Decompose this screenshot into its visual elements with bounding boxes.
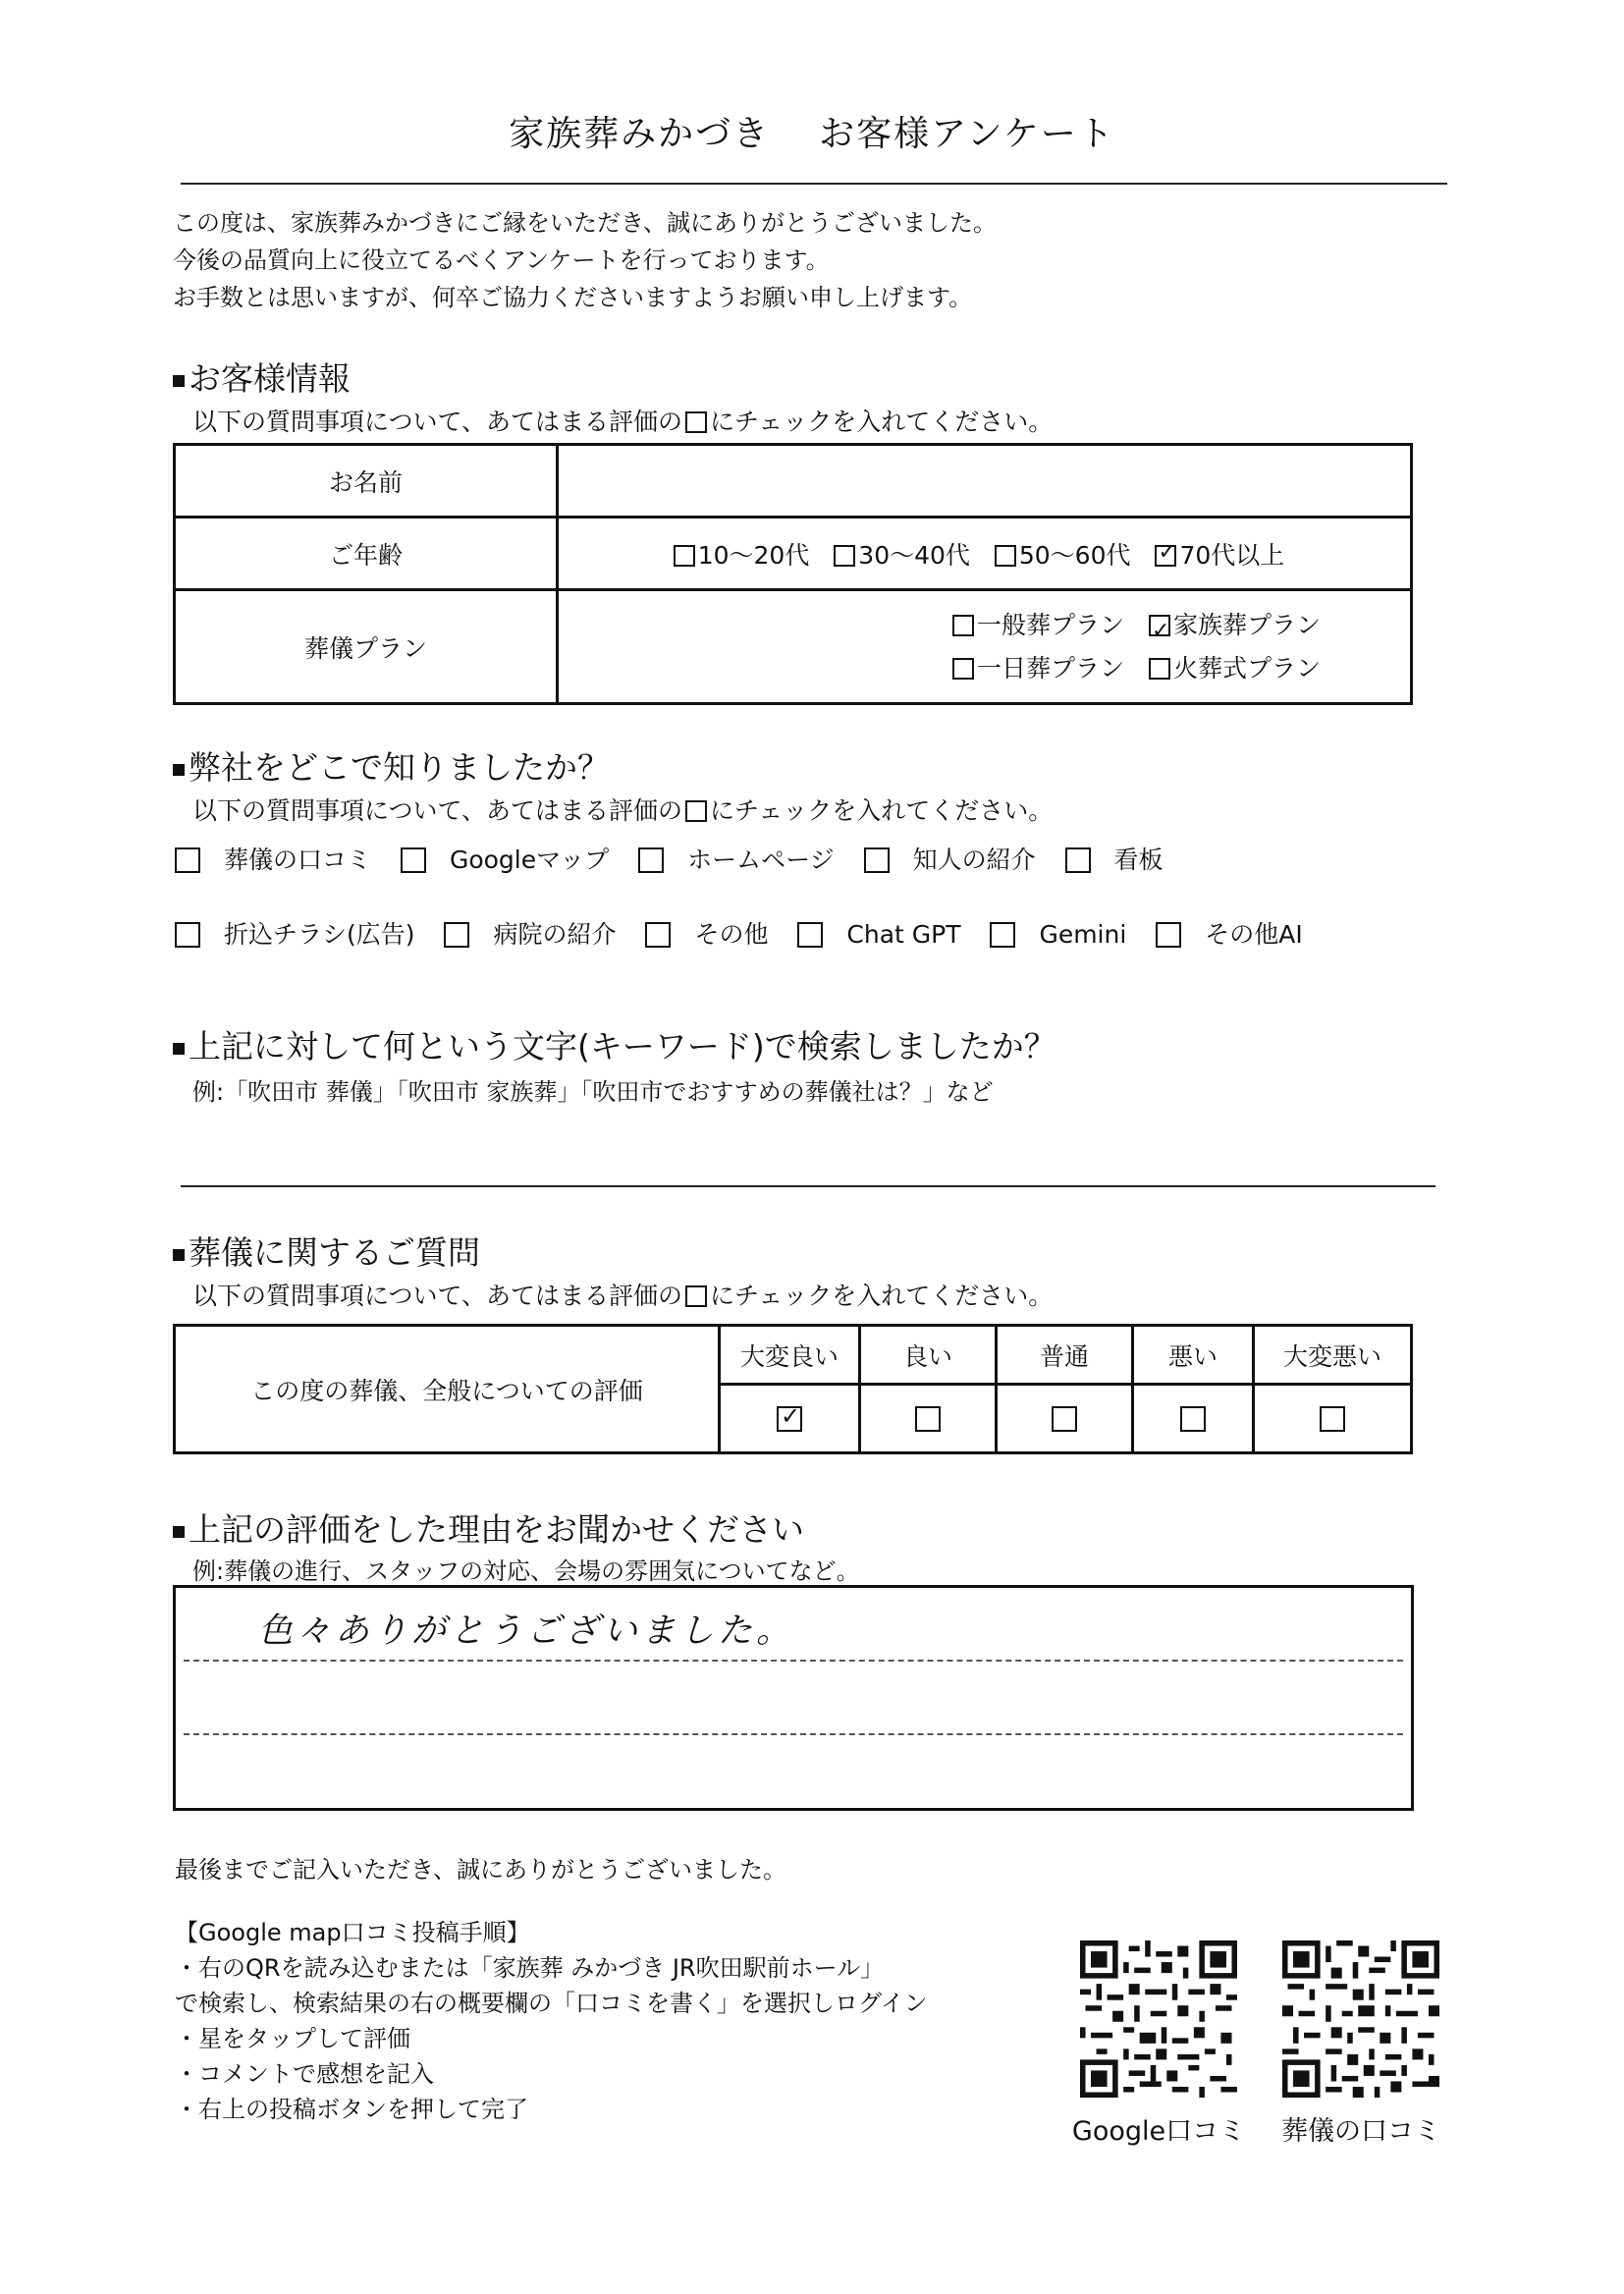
- age-checkbox[interactable]: [674, 545, 695, 567]
- source-checkbox[interactable]: [1065, 847, 1091, 873]
- source-checkbox[interactable]: [175, 847, 200, 873]
- source-checkbox[interactable]: [401, 847, 426, 873]
- source-checkbox[interactable]: [864, 847, 890, 873]
- footer-steps: [175, 1915, 928, 2127]
- plan-label: 葬儀プラン: [175, 590, 558, 704]
- source-option-gemini[interactable]: Gemini: [990, 920, 1126, 949]
- source-option-hospital[interactable]: 病院の紹介: [444, 915, 616, 951]
- source-option-flyer[interactable]: 折込チラシ(広告): [175, 915, 415, 951]
- intro-line-2: 今後の品質向上に役立てるべくアンケートを行っております。: [173, 246, 830, 274]
- customer-info-table: [173, 443, 1413, 705]
- source-checkbox[interactable]: [645, 922, 671, 948]
- rating-checkbox[interactable]: [1320, 1406, 1345, 1432]
- source-option-signboard[interactable]: 看板: [1065, 841, 1164, 876]
- step-line-2: で検索し、検索結果の右の概要欄の「口コミを書く」を選択しログイン: [175, 1990, 928, 2017]
- age-checkbox[interactable]: [995, 545, 1016, 567]
- step-line-1: ・右のQRを読み込むまたは「家族葬 みかづき JR吹田駅前ホール」: [175, 1954, 885, 1982]
- source-option-other-ai[interactable]: その他AI: [1156, 915, 1302, 951]
- source-checkbox[interactable]: [444, 922, 469, 948]
- source-heading: 弊社をどこで知りましたか？: [173, 742, 610, 789]
- source-option-referral[interactable]: 知人の紹介: [864, 841, 1036, 876]
- source-instruction: 以下の質問事項について、あてはまる評価の にチェックを入れてください。: [192, 796, 1054, 825]
- reason-example: 例:葬儀の進行、スタッフの対応、会場の雰囲気についてなど。: [192, 1557, 860, 1585]
- rating-question: この度の葬儀、全般についての評価: [175, 1326, 720, 1453]
- source-checkbox[interactable]: [990, 922, 1015, 948]
- age-checkbox[interactable]: [834, 545, 855, 567]
- google-review-qr-label: Google口コミ: [1071, 2116, 1246, 2147]
- rating-checkbox[interactable]: [915, 1406, 941, 1432]
- rating-cell-average: [997, 1385, 1133, 1453]
- plan-checkbox[interactable]: [1149, 658, 1170, 680]
- age-options: [558, 518, 1412, 590]
- intro-text: [173, 204, 997, 316]
- age-checkbox-checked[interactable]: [1155, 545, 1176, 567]
- source-option-chatgpt[interactable]: Chat GPT: [797, 920, 960, 949]
- keyword-heading: 上記に対して何という文字(キーワード)で検索しましたか？: [173, 1021, 1056, 1067]
- funeral-rating-table: [173, 1324, 1413, 1454]
- age-option-30-40[interactable]: 30〜40代: [831, 536, 970, 572]
- reason-comment-box[interactable]: [173, 1585, 1414, 1811]
- rating-cell-very-bad: [1254, 1385, 1412, 1453]
- footer-thanks: 最後までご記入いただき、誠にありがとうございました。: [175, 1856, 787, 1884]
- step-line-4: ・コメントで感想を記入: [175, 2060, 434, 2088]
- source-row-2: [175, 915, 1325, 951]
- rating-cell-very-good: [720, 1385, 860, 1453]
- title-survey: お客様アンケート: [819, 114, 1115, 154]
- intro-line-1: この度は、家族葬みかづきにご縁をいただき、誠にありがとうございました。: [173, 209, 998, 237]
- google-review-qr-code[interactable]: [1080, 1940, 1237, 2098]
- step-line-5: ・右上の投稿ボタンを押して完了: [175, 2096, 528, 2123]
- plan-option-oneday[interactable]: 一日葬プラン: [949, 647, 1124, 690]
- rating-cell-bad: [1133, 1385, 1254, 1453]
- name-label: お名前: [175, 445, 558, 518]
- funeral-heading: 葬儀に関するご質問: [173, 1228, 480, 1274]
- name-field[interactable]: [558, 445, 1412, 518]
- source-option-other[interactable]: その他: [645, 915, 768, 951]
- rating-header-average: 普通: [997, 1326, 1133, 1385]
- plan-option-general[interactable]: 一般葬プラン: [949, 604, 1124, 647]
- plan-options: [558, 590, 1412, 704]
- keyword-answer-line: [181, 1185, 1435, 1187]
- source-checkbox[interactable]: [1156, 922, 1181, 948]
- source-row-1: [175, 841, 1185, 876]
- rating-header-very-good: 大変良い: [720, 1326, 860, 1385]
- plan-checkbox[interactable]: [952, 658, 974, 680]
- source-option-review-site[interactable]: 葬儀の口コミ: [175, 841, 371, 876]
- age-option-70-plus[interactable]: ✓ 70代以上: [1152, 536, 1284, 572]
- keyword-example: 例:「吹田市 葬儀」「吹田市 家族葬」「吹田市でおすすめの葬儀社は？」など: [192, 1078, 994, 1106]
- intro-line-3: お手数とは思いますが、何卒ご協力くださいますようお願い申し上げます。: [173, 284, 973, 311]
- source-checkbox[interactable]: [638, 847, 664, 873]
- source-checkbox[interactable]: [797, 922, 823, 948]
- rating-checkbox[interactable]: [1180, 1406, 1206, 1432]
- comment-dashed-line: [184, 1733, 1403, 1735]
- customer-heading: お客様情報: [173, 354, 351, 400]
- rating-header-good: 良い: [860, 1326, 997, 1385]
- plan-option-family[interactable]: ✓ 家族葬プラン: [1146, 604, 1321, 647]
- rating-header-very-bad: 大変悪い: [1254, 1326, 1412, 1385]
- reason-heading: 上記の評価をした理由をお聞かせください: [173, 1504, 804, 1551]
- rating-cell-good: [860, 1385, 997, 1453]
- reason-handwritten-answer: 色々ありがとうございました。: [258, 1611, 795, 1651]
- plan-checkbox[interactable]: [952, 615, 974, 636]
- rating-header-bad: 悪い: [1133, 1326, 1254, 1385]
- rating-checkbox[interactable]: [1052, 1406, 1077, 1432]
- funeral-instruction: 以下の質問事項について、あてはまる評価の にチェックを入れてください。: [192, 1282, 1054, 1310]
- source-option-google-maps[interactable]: Googleマップ: [401, 841, 609, 876]
- age-option-50-60[interactable]: 50〜60代: [992, 536, 1131, 572]
- source-checkbox[interactable]: [175, 922, 200, 948]
- funeral-review-qr-code[interactable]: [1282, 1940, 1439, 2098]
- comment-dashed-line: [184, 1660, 1403, 1662]
- age-label: ご年齢: [175, 518, 558, 590]
- funeral-review-qr-label: 葬儀の口コミ: [1281, 2116, 1440, 2147]
- title-brand: 家族葬みかづき: [509, 114, 771, 154]
- plan-checkbox-checked[interactable]: [1149, 615, 1170, 636]
- customer-instruction: 以下の質問事項について、あてはまる評価の にチェックを入れてください。: [192, 408, 1054, 436]
- age-option-10-20[interactable]: 10〜20代: [671, 536, 810, 572]
- steps-title: 【Google map口コミ投稿手順】: [175, 1919, 530, 1946]
- page-title: [0, 106, 1624, 156]
- rating-checkbox-checked[interactable]: [777, 1406, 802, 1432]
- source-option-homepage[interactable]: ホームページ: [638, 841, 835, 876]
- title-rule: [181, 183, 1447, 185]
- plan-option-cremation[interactable]: 火葬式プラン: [1146, 647, 1321, 690]
- step-line-3: ・星をタップして評価: [175, 2025, 410, 2052]
